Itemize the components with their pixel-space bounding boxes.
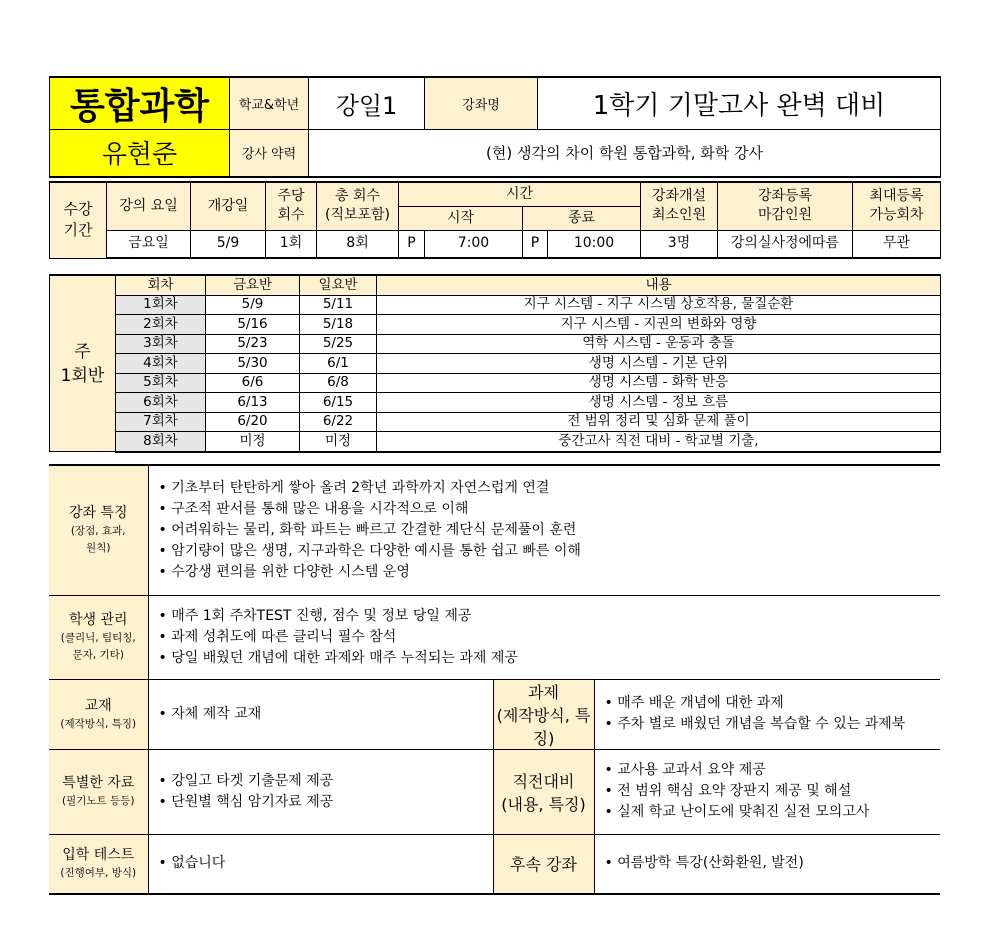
max-header-line1: 최대등록: [869, 188, 924, 205]
lecture-name-label: 강좌명: [425, 77, 538, 130]
exam-prep-label-sub: (내용, 특징): [501, 794, 586, 814]
sun-date-cell: 5/18: [300, 315, 377, 335]
sun-date-cell: 6/22: [300, 412, 377, 432]
followup-label: [493, 834, 594, 894]
special-content: [148, 749, 493, 834]
features-label-sub2: 원칙): [86, 542, 111, 555]
schedule-row: [50, 334, 941, 354]
content-cell: 역학 시스템 - 운동과 충돌: [377, 334, 941, 354]
schedule-table: [49, 274, 941, 453]
sun-date-cell: 미정: [300, 432, 377, 452]
followup-list: [595, 853, 941, 874]
entrance-content: [148, 834, 493, 894]
features-label-sub1: (장점, 효과,: [70, 525, 126, 538]
period-label: [50, 182, 107, 258]
special-label: [49, 749, 148, 834]
content-cell: 생명 시스템 - 기본 단위: [377, 354, 941, 374]
sun-date-cell: 5/25: [300, 334, 377, 354]
school-grade-value: 강일1: [309, 77, 425, 130]
content-header: 내용: [377, 275, 941, 295]
entrance-label-main: 입학 테스트: [62, 847, 135, 864]
session-cell: 1회차: [116, 295, 206, 315]
total-header: [317, 182, 399, 230]
session-cell: 3회차: [116, 334, 206, 354]
sun-date-cell: 6/15: [300, 393, 377, 413]
end-time: 10:00: [548, 230, 641, 258]
header-table: [49, 76, 941, 178]
schedule-row: [50, 432, 941, 452]
followup-content: [594, 834, 940, 894]
exam-prep-label-main: 직전대비: [512, 771, 575, 791]
details-table: [49, 464, 940, 895]
features-label: [49, 465, 148, 595]
fri-date-cell: 5/30: [206, 354, 300, 374]
career-label: 강사 약력: [230, 130, 309, 177]
session-cell: 8회차: [116, 432, 206, 452]
fri-date-cell: 미정: [206, 432, 300, 452]
features-content: [148, 465, 940, 595]
fri-date-cell: 5/23: [206, 334, 300, 354]
list-item: • 기초부터 탄탄하게 쌓아 올려 2학년 과학까지 자연스럽게 연결: [159, 478, 941, 499]
total-value: 8회: [317, 230, 399, 258]
management-label-sub1: (클리닉, 팀티칭,: [60, 632, 136, 644]
career-value: (현) 생각의 차이 학원 통합과학, 화학 강사: [309, 130, 941, 177]
list-item: • 과제 성취도에 따른 클리닉 필수 참석: [159, 627, 941, 648]
homework-list: [595, 693, 941, 735]
start-date-value: 5/9: [191, 230, 266, 258]
content-cell: 중간고사 직전 대비 - 학교별 기출,: [377, 432, 941, 452]
sun-header: 일요반: [300, 275, 377, 295]
start-date-header: 개강일: [191, 182, 266, 230]
max-value: 무관: [853, 230, 941, 258]
min-value: 3명: [641, 230, 718, 258]
management-content: [148, 595, 940, 679]
special-list: [149, 771, 493, 813]
sun-date-cell: 5/11: [300, 295, 377, 315]
weekly-value: 1회: [266, 230, 317, 258]
weekly-header: [266, 182, 317, 230]
deadline-value: 강의실사정에따름: [718, 230, 853, 258]
list-item: • 당일 배웠던 개념에 대한 과제와 매주 누적되는 과제 제공: [159, 648, 941, 669]
list-item: • 교사용 교과서 요약 제공: [605, 760, 941, 781]
exam-prep-content: [594, 749, 940, 834]
school-grade-label: 학교&학년: [230, 77, 309, 130]
session-cell: 2회차: [116, 315, 206, 335]
total-header-line2: (직보포함): [324, 207, 391, 224]
schedule-row: [50, 393, 941, 413]
management-label: [49, 595, 148, 679]
max-header-line2: 가능회차: [869, 207, 924, 224]
session-cell: 4회차: [116, 354, 206, 374]
fri-date-cell: 6/13: [206, 393, 300, 413]
list-item: • 수강생 편의를 위한 다양한 시스템 운영: [159, 562, 941, 583]
end-ampm: P: [523, 230, 548, 258]
homework-label-main: 과제: [528, 682, 559, 702]
min-header-line1: 강좌개설: [651, 188, 707, 205]
entrance-label: [49, 834, 148, 894]
schedule-row: [50, 295, 941, 315]
fri-date-cell: 5/16: [206, 315, 300, 335]
fri-header: 금요반: [206, 275, 300, 295]
content-cell: 지구 시스템 - 지권의 변화와 영향: [377, 315, 941, 335]
list-item: • 강일고 타겟 기출문제 제공: [159, 771, 493, 792]
fri-date-cell: 6/20: [206, 412, 300, 432]
course-info-table: [49, 181, 941, 259]
entrance-list: [149, 853, 493, 874]
deadline-header: [718, 182, 853, 230]
textbook-content: [148, 679, 493, 749]
session-cell: 7회차: [116, 412, 206, 432]
list-item: • 구조적 판서를 통해 많은 내용을 시각적으로 이해: [159, 499, 941, 520]
session-header: 회차: [116, 275, 206, 295]
content-cell: 지구 시스템 - 지구 시스템 상호작용, 물질순환: [377, 295, 941, 315]
list-item: • 실제 학교 난이도에 맞춰진 실전 모의고사: [605, 802, 941, 823]
list-item: • 없습니다: [159, 853, 493, 874]
schedule-side-line1: 주: [74, 341, 91, 362]
list-item: • 여름방학 특강(산화환원, 발전): [605, 853, 941, 874]
content-cell: 생명 시스템 - 정보 흐름: [377, 393, 941, 413]
sun-date-cell: 6/8: [300, 373, 377, 393]
list-item: • 매주 배운 개념에 대한 과제: [605, 693, 941, 714]
list-item: • 어려워하는 물리, 화학 파트는 빠르고 간결한 계단식 문제풀이 훈련: [159, 520, 941, 541]
exam-prep-label: [493, 749, 594, 834]
schedule-row: [50, 315, 941, 335]
content-cell: 생명 시스템 - 화학 반응: [377, 373, 941, 393]
list-item: • 매주 1회 주차TEST 진행, 점수 및 정보 당일 제공: [159, 606, 941, 627]
subject-title: 통합과학: [50, 77, 230, 130]
total-header-line1: 총 회수: [334, 188, 381, 205]
textbook-label: [49, 679, 148, 749]
schedule-row: [50, 373, 941, 393]
min-header: [641, 182, 718, 230]
fri-date-cell: 5/9: [206, 295, 300, 315]
textbook-label-sub: (제작방식, 특징): [60, 717, 137, 730]
schedule-row: [50, 412, 941, 432]
features-label-main: 강좌 특징: [68, 505, 128, 522]
followup-label-main: 후속 강좌: [510, 855, 577, 875]
sun-date-cell: 6/1: [300, 354, 377, 374]
list-item: • 전 범위 핵심 요약 장판지 제공 및 해설: [605, 781, 941, 802]
period-label-line2: 기간: [63, 221, 93, 240]
list-item: • 암기량이 많은 생명, 지구과학은 다양한 예시를 통한 쉽고 빠른 이해: [159, 541, 941, 562]
list-item: • 주차 별로 배웠던 개념을 복습할 수 있는 과제북: [605, 714, 941, 735]
day-value: 금요일: [107, 230, 191, 258]
content-cell: 전 범위 정리 및 심화 문제 풀이: [377, 412, 941, 432]
lecture-name-value: 1학기 기말고사 완벽 대비: [538, 77, 941, 130]
start-time: 7:00: [425, 230, 523, 258]
special-label-main: 특별한 자료: [62, 775, 135, 791]
features-list: [149, 478, 941, 583]
homework-content: [594, 679, 940, 749]
weekly-header-line1: 주당: [277, 188, 305, 205]
instructor-name: 유현준: [50, 130, 230, 177]
fri-date-cell: 6/6: [206, 373, 300, 393]
session-cell: 6회차: [116, 393, 206, 413]
start-ampm: P: [399, 230, 425, 258]
management-list: [149, 606, 941, 669]
list-item: • 단원별 핵심 암기자료 제공: [159, 792, 493, 813]
deadline-header-line2: 마감인원: [757, 207, 813, 224]
time-header: 시간: [399, 182, 641, 206]
max-header: [853, 182, 941, 230]
schedule-row: [50, 354, 941, 374]
homework-label-sub: (제작방식, 특징): [496, 705, 591, 748]
time-end-header: 종료: [523, 206, 641, 230]
schedule-side-label: [50, 275, 116, 452]
management-label-sub2: 문자, 기타): [72, 649, 124, 661]
exam-prep-list: [595, 760, 941, 823]
period-label-line1: 수강: [63, 200, 93, 219]
session-cell: 5회차: [116, 373, 206, 393]
weekly-header-line2: 회수: [277, 207, 305, 224]
min-header-line2: 최소인원: [651, 207, 707, 224]
textbook-list: [149, 704, 493, 725]
schedule-side-line2: 1회반: [60, 365, 105, 386]
management-label-main: 학생 관리: [68, 612, 128, 628]
list-item: • 자체 제작 교재: [159, 704, 493, 725]
time-start-header: 시작: [399, 206, 523, 230]
textbook-label-main: 교재: [84, 697, 112, 714]
special-label-sub: (필기노트 등등): [62, 795, 135, 807]
homework-label: [493, 679, 594, 749]
deadline-header-line1: 강좌등록: [757, 188, 813, 205]
day-header: 강의 요일: [107, 182, 191, 230]
entrance-label-sub: (진행여부, 방식): [60, 867, 137, 880]
